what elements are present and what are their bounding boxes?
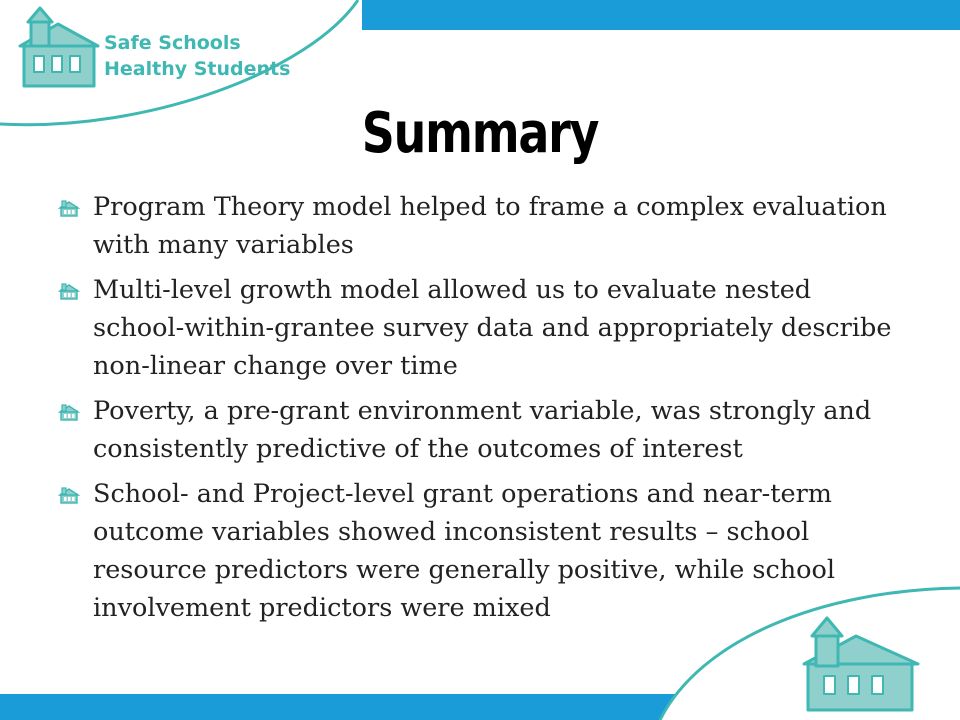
bullet-text: Poverty, a pre-grant environment variable, was strongly and consistently predictive of the outcomes of interest	[93, 396, 872, 464]
bullet-item	[58, 188, 908, 264]
schoolhouse-bullet-icon	[58, 282, 80, 300]
bullet-item	[58, 392, 908, 468]
logo-line-1: Safe Schools	[104, 32, 241, 54]
bullet-list	[58, 188, 908, 634]
schoolhouse-logo-icon	[20, 8, 98, 86]
bullet-text: Multi-level growth model allowed us to evaluate nested school-within-grantee survey data and appropriately describe non-linear change over time	[93, 275, 892, 381]
logo-text	[104, 30, 290, 82]
slide-title: Summary	[361, 101, 599, 166]
bullet-item	[58, 475, 908, 627]
top-accent-bar	[362, 0, 960, 30]
schoolhouse-bullet-icon	[58, 199, 80, 217]
schoolhouse-bullet-icon	[58, 403, 80, 421]
bullet-item	[58, 271, 908, 385]
bullet-text: School- and Project-level grant operations and near-term outcome variables showed inconsistent results – school resource predictors were generally positive, while school involvement predictors were mixed	[93, 479, 836, 623]
schoolhouse-bullet-icon	[58, 486, 80, 504]
logo-line-2: Healthy Students	[104, 58, 291, 80]
bullet-text: Program Theory model helped to frame a complex evaluation with many variables	[93, 192, 887, 260]
